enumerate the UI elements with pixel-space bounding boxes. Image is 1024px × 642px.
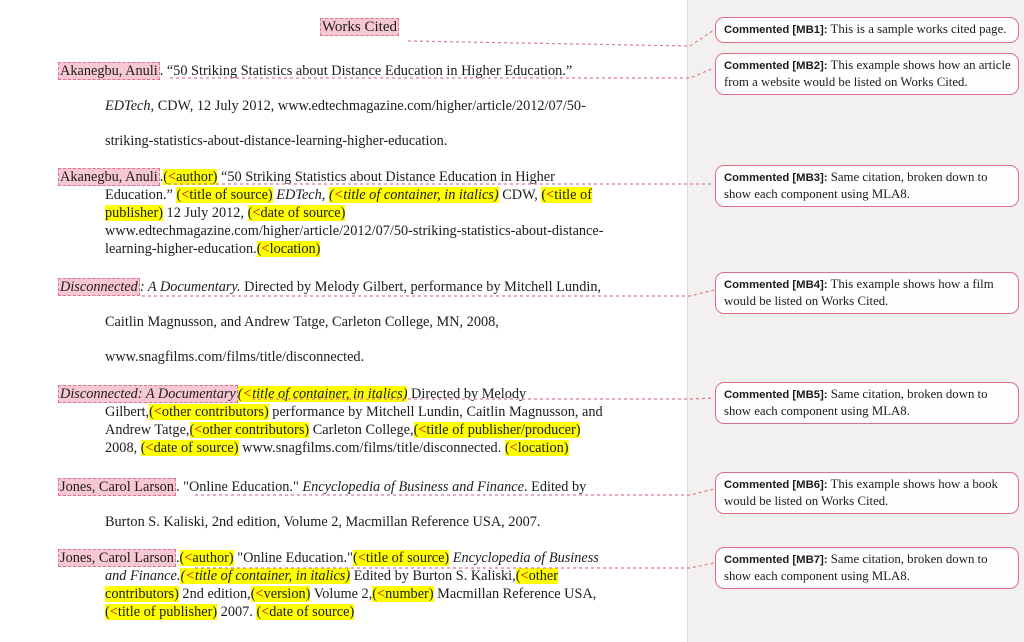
citation-text: Burton S. Kaliski, 2nd edition, Volume 2, Macmillan Reference USA, 2007. (105, 514, 541, 530)
mla-angle-bracket: < (255, 586, 264, 602)
citation-text: . "Online Education." (175, 479, 303, 495)
citation-text: Volume 2, (310, 586, 373, 602)
mla-angle-bracket: < (184, 550, 193, 566)
citation-book-breakdown (58, 549, 661, 621)
citation-film-example (58, 270, 661, 375)
citation-text: . (175, 550, 180, 566)
citation-text: Directed by Melody Gilbert, performance by Mitchell Lundin, (240, 279, 602, 295)
citation-text: www.edtechmagazine.com/higher/article/2012/07/50-striking-statistics-about-distance- (105, 223, 604, 239)
comments-pane (687, 0, 1024, 642)
citation-line[interactable] (105, 439, 661, 457)
mla-component-label: (<author) (163, 169, 218, 185)
mla-angle-bracket: < (185, 568, 195, 584)
mla-component-label: (<title of container, in italics) (237, 386, 408, 402)
mla-component-label: (<date of source) (256, 604, 355, 620)
comment-anchor-highlight: Disconnected (60, 279, 138, 295)
citation-text: “50 Striking Statistics about Distance Education in Higher (217, 169, 555, 185)
mla-angle-bracket: < (509, 440, 518, 456)
comment-label: Commented [MB4]: (724, 279, 828, 291)
citation-film-breakdown (58, 385, 661, 457)
comment-anchor-highlight: Jones, Carol Larson (60, 479, 174, 495)
mla-component-label: (<date of source) (140, 440, 239, 456)
citation-text: performance by Mitchell Lundin, Caitlin Magnusson, and (268, 404, 603, 420)
mla-angle-bracket: < (153, 404, 162, 420)
mla-angle-bracket: < (357, 550, 366, 566)
citation-text: Education.” (105, 187, 177, 203)
citation-text: . (159, 169, 164, 185)
mla-component-label: (<title of source) (176, 187, 273, 203)
mla-component-label: (<location) (256, 241, 321, 257)
citation-line[interactable] (58, 54, 661, 89)
citation-text: EDTech, (276, 187, 329, 203)
citation-text: : A Documentary. (139, 279, 241, 295)
citation-line[interactable] (105, 403, 661, 421)
citation-text: CDW, 12 July 2012, www.edtechmagazine.com/higher/article/2012/07/50- (154, 98, 586, 114)
mla-component-label: (<title of publisher/producer) (413, 422, 581, 438)
citation-line[interactable] (105, 124, 661, 159)
mla-component-label: (<title of container, in italics) (180, 568, 351, 584)
mla-component-label: (<other (515, 568, 558, 584)
comment-text: Same citation, broken down to show each component using MLA8. (724, 387, 988, 418)
mla-angle-bracket: < (418, 422, 427, 438)
mla-component-label: publisher) (105, 205, 163, 221)
comment-text: Same citation, broken down to show each component using MLA8. (724, 170, 988, 201)
citation-line[interactable] (58, 470, 661, 505)
comment-label: Commented [MB1]: (724, 24, 828, 36)
mla-angle-bracket: < (194, 422, 203, 438)
mla-component-label: (<title of publisher) (105, 604, 218, 620)
comment-label: Commented [MB6]: (724, 479, 828, 491)
mla-component-label: (<title of source) (352, 550, 450, 566)
citation-text: . Edited by (523, 479, 587, 495)
citation-line[interactable] (105, 240, 661, 258)
mla-component-label: (<date of source) (247, 205, 346, 221)
citation-line[interactable] (58, 549, 661, 567)
citation-line[interactable] (105, 505, 661, 540)
mla-angle-bracket: < (520, 568, 529, 584)
comment-balloon-MB6[interactable] (715, 472, 1019, 514)
comment-text: This example shows how a book would be listed on Works Cited. (724, 477, 998, 508)
citation-line[interactable] (105, 204, 661, 222)
citation-article-breakdown (58, 168, 661, 258)
citation-line[interactable] (105, 421, 661, 439)
comment-balloon-MB3[interactable] (715, 165, 1019, 207)
mla-component-label: (<version) (250, 586, 311, 602)
comment-text: This example shows how a film would be listed on Works Cited. (724, 277, 994, 308)
mla-angle-bracket: < (546, 187, 555, 203)
comment-label: Commented [MB3]: (724, 172, 828, 184)
mla-angle-bracket: < (261, 604, 270, 620)
citation-article-example (58, 54, 661, 159)
mla-angle-bracket: < (333, 187, 344, 203)
mla-angle-bracket: < (109, 604, 118, 620)
citation-line[interactable] (58, 385, 661, 403)
comment-anchor-highlight: Disconnected: A Documentary (60, 386, 236, 402)
citation-text: Andrew Tatge, (105, 422, 190, 438)
citation-text: Carleton College, (309, 422, 414, 438)
mla-angle-bracket: < (168, 169, 177, 185)
comment-anchor-highlight: Akanegbu, Anuli (60, 169, 158, 185)
citation-text: 2007. (217, 604, 257, 620)
citation-text: 12 July 2012, (162, 205, 248, 221)
citation-text: Gilbert, (105, 404, 150, 420)
citation-text: www.snagfilms.com/films/title/disconnected. (105, 349, 365, 365)
comment-balloon-MB2[interactable] (715, 53, 1019, 95)
comment-label: Commented [MB7]: (724, 554, 828, 566)
citation-line[interactable] (105, 603, 661, 621)
citation-text: Encyclopedia of Business and Finance (302, 479, 524, 495)
citation-line[interactable] (105, 567, 661, 585)
citation-text: striking-statistics-about-distance-learning-higher-education. (105, 133, 448, 149)
comment-text: This is a sample works cited page. (827, 22, 1007, 36)
citation-line[interactable] (105, 186, 661, 204)
mla-component-label: (<other contributors) (189, 422, 310, 438)
citation-line[interactable] (58, 270, 661, 305)
citation-book-example (58, 470, 661, 540)
mla-component-label: (<other contributors) (149, 404, 269, 420)
citation-line[interactable] (105, 89, 661, 124)
citation-text: Caitlin Magnusson, and Andrew Tatge, Carleton College, MN, 2008, (105, 314, 499, 330)
mla-component-label: (<number) (372, 586, 434, 602)
citation-line[interactable] (105, 222, 661, 240)
citation-line[interactable] (105, 305, 661, 340)
citation-text: . “50 Striking Statistics about Distance Education in Higher Education.” (159, 63, 573, 79)
document-title-line[interactable] (58, 15, 661, 39)
citation-line[interactable] (105, 340, 661, 375)
mla-angle-bracket: < (261, 241, 270, 257)
mla-component-label: contributors) (105, 586, 179, 602)
comment-label: Commented [MB5]: (724, 389, 828, 401)
citation-text: Macmillan Reference USA, (433, 586, 597, 602)
mla-component-label: (<title of container, in italics) (328, 187, 499, 203)
mla-component-label: (<title of (541, 187, 592, 203)
comment-balloon-MB5[interactable] (715, 382, 1019, 424)
citation-text: learning-higher-education. (105, 241, 257, 257)
citation-text: EDTech, (105, 98, 155, 114)
citation-text: "Online Education." (233, 550, 353, 566)
citation-text: 2008, (105, 440, 141, 456)
comment-anchor-highlight: Jones, Carol Larson (60, 550, 174, 566)
comment-text: Same citation, broken down to show each component using MLA8. (724, 552, 988, 583)
comment-balloon-MB4[interactable] (715, 272, 1019, 314)
citation-text: CDW, (498, 187, 542, 203)
comment-label: Commented [MB2]: (724, 60, 828, 72)
comment-balloon-MB7[interactable] (715, 547, 1019, 589)
citation-text: Directed by Melody (407, 386, 527, 402)
mla-angle-bracket: < (145, 440, 154, 456)
comment-anchor-highlight: Akanegbu, Anuli (60, 63, 158, 79)
mla-angle-bracket: < (377, 586, 386, 602)
citation-line[interactable] (58, 168, 661, 186)
mla-angle-bracket: < (242, 386, 253, 402)
mla-component-label: (<author) (179, 550, 234, 566)
citation-text: 2nd edition, (178, 586, 251, 602)
page-title: Works Cited (321, 19, 398, 35)
citation-line[interactable] (105, 585, 661, 603)
citation-text: www.snagfilms.com/films/title/disconnected. (238, 440, 505, 456)
mla-angle-bracket: < (181, 187, 190, 203)
comment-balloon-MB1[interactable] (715, 17, 1019, 43)
mla-component-label: (<location) (504, 440, 569, 456)
mla-angle-bracket: < (252, 205, 261, 221)
citation-text: Edited by Burton S. Kaliski, (350, 568, 516, 584)
citation-text: Encyclopedia of Business (452, 550, 599, 566)
citation-text: and Finance. (105, 568, 181, 584)
comment-text: This example shows how an article from a website would be listed on Works Cited. (724, 58, 1011, 89)
document-citations (58, 54, 661, 621)
